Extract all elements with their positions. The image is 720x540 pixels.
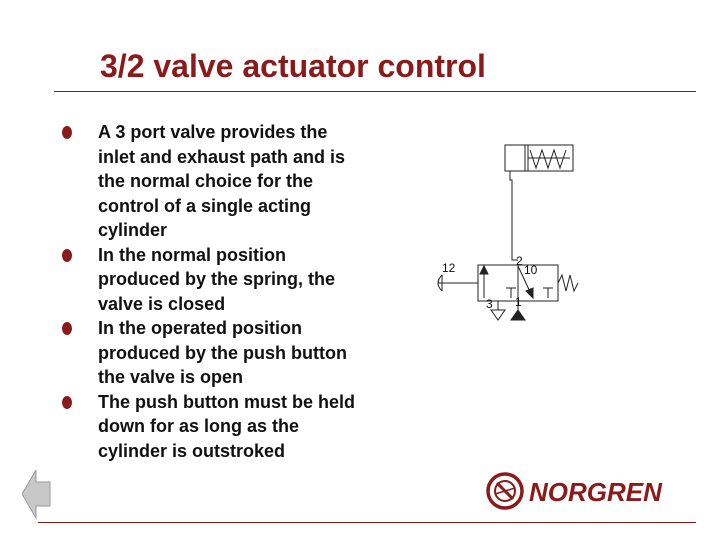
- norgren-logo-icon: [488, 474, 522, 508]
- bullet-dot-icon: [62, 249, 72, 262]
- bullet-dot-icon: [62, 126, 72, 139]
- bullet-text: In the normal position produced by the spring, the valve is closed: [98, 244, 336, 314]
- single-acting-cylinder: [505, 145, 573, 171]
- back-arrow-icon[interactable]: [22, 470, 52, 522]
- bullet-item: [62, 390, 358, 464]
- bullet-text: In the operated position produced by the push button the valve is open: [98, 318, 347, 387]
- pipe-line: [510, 171, 518, 260]
- port-label-1: 1: [515, 295, 522, 309]
- port-label-12: 12: [442, 261, 456, 275]
- port-label-2: 2: [516, 254, 523, 268]
- bullet-list: [62, 120, 358, 463]
- bullet-item: [62, 120, 358, 243]
- title-divider: [54, 91, 696, 92]
- slide-title: 3/2 valve actuator control: [100, 48, 486, 84]
- bullet-dot-icon: [62, 396, 72, 409]
- port-label-3: 3: [486, 297, 493, 311]
- bullet-dot-icon: [62, 322, 72, 335]
- bullet-text: A 3 port valve provides the inlet and exhaust path and is the normal choice for the control of a single acting cylinder: [98, 122, 346, 240]
- footer-divider: [38, 522, 696, 523]
- bullet-text: The push button must be held down for as long as the cylinder is outstroked: [98, 391, 355, 461]
- norgren-logo: [485, 470, 695, 512]
- port-label-10: 10: [524, 263, 538, 277]
- bullet-item: [62, 243, 358, 317]
- bullet-item: [62, 316, 358, 390]
- valve-circuit-diagram: [420, 140, 580, 340]
- logo-text: NORGREN: [529, 477, 662, 507]
